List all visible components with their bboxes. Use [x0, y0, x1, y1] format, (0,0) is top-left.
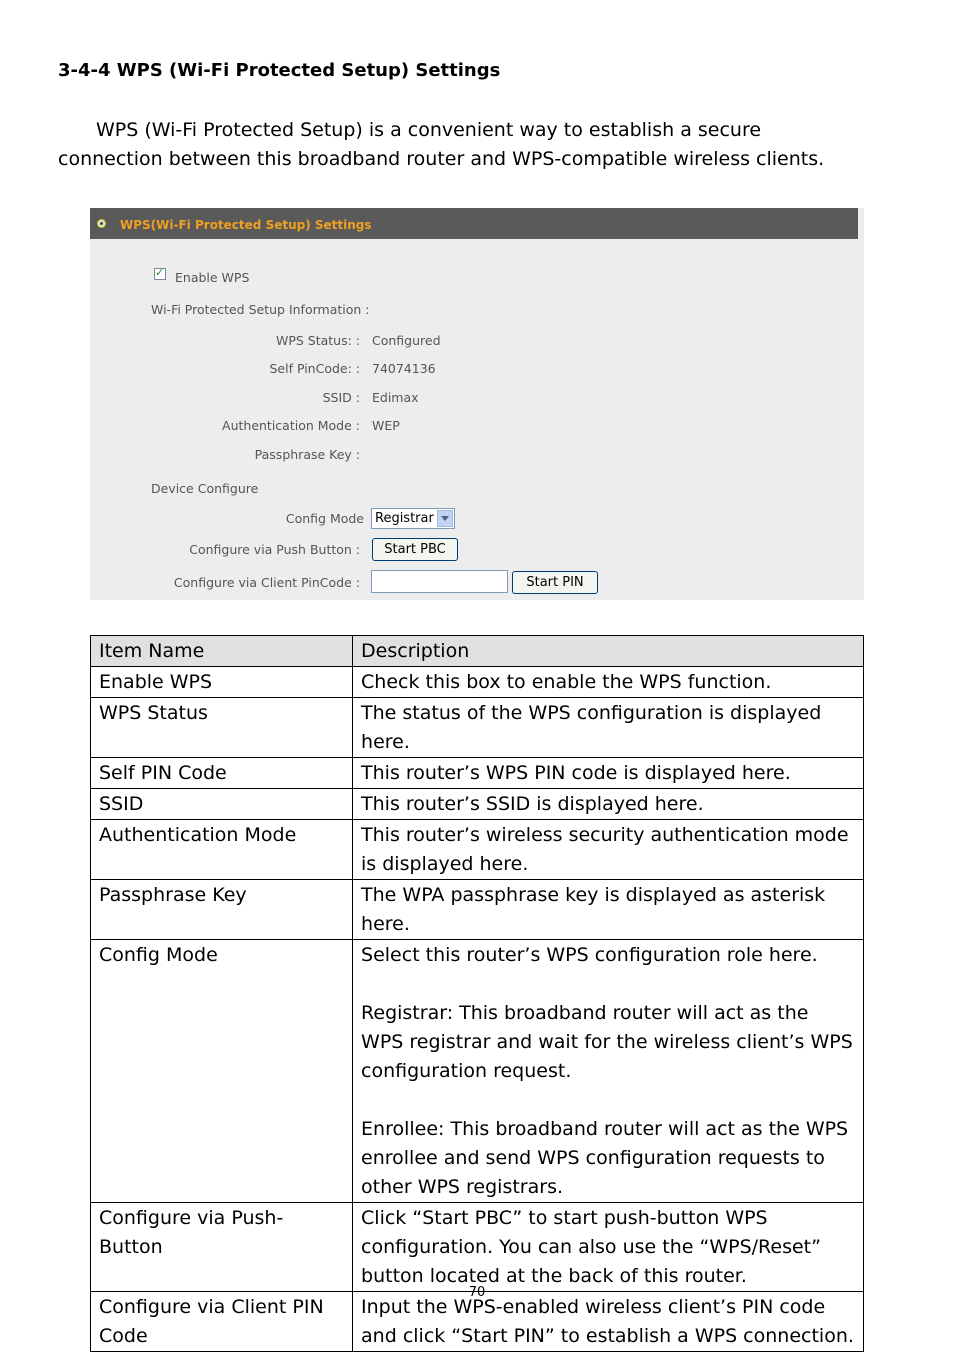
item-description: Check this box to enable the WPS function. — [353, 667, 864, 698]
config-mode-value: Registrar — [375, 511, 434, 526]
item-name: Authentication Mode — [91, 820, 353, 880]
auth-mode-value: WEP — [372, 418, 400, 433]
item-name: Configure via Client PIN Code — [91, 1292, 353, 1352]
item-name: Passphrase Key — [91, 880, 353, 940]
item-description: This router’s WPS PIN code is displayed here. — [353, 758, 864, 789]
self-pincode-value: 74074136 — [372, 361, 436, 376]
config-mode-desc-intro: Select this router’s WPS configuration role here. — [361, 944, 818, 966]
config-mode-select[interactable] — [371, 508, 455, 529]
table-row — [91, 1203, 864, 1292]
config-mode-desc-enrollee: Enrollee: This broadband router will act as the WPS enrollee and send WPS configuration requests to other WPS registrars. — [361, 1118, 849, 1198]
table-row — [91, 667, 864, 698]
item-name: Config Mode — [91, 940, 353, 1203]
item-name: Self PIN Code — [91, 758, 353, 789]
intro-paragraph — [58, 116, 858, 174]
description-table — [90, 635, 864, 1352]
ssid-value: Edimax — [372, 390, 419, 405]
table-row — [91, 1292, 864, 1352]
wps-settings-screenshot — [90, 208, 864, 600]
item-description: This router’s SSID is displayed here. — [353, 789, 864, 820]
client-pincode-label: Configure via Client PinCode : — [173, 575, 360, 590]
push-button-label: Configure via Push Button : — [189, 542, 360, 557]
intro-text: WPS (Wi-Fi Protected Setup) is a convenient way to establish a secure connection between this broadband router and WPS-compatible wireless clients. — [58, 119, 825, 170]
table-row — [91, 820, 864, 880]
item-name: Enable WPS — [91, 667, 353, 698]
table-row — [91, 880, 864, 940]
start-pin-button[interactable]: Start PIN — [512, 571, 598, 594]
ssid-label: SSID : — [322, 390, 360, 405]
config-mode-label: Config Mode — [285, 511, 364, 526]
table-row — [91, 789, 864, 820]
client-pincode-input[interactable] — [371, 570, 508, 593]
device-configure-heading: Device Configure — [151, 481, 259, 496]
enable-wps-label: Enable WPS — [175, 270, 250, 285]
item-description: Click “Start PBC” to start push-button WPS configuration. You can also use the “WPS/Reset” button located at the back of this router. — [353, 1203, 864, 1292]
enable-wps-checkbox[interactable] — [154, 268, 166, 280]
config-mode-desc-registrar: Registrar: This broadband router will act as the WPS registrar and wait for the wireless client’s WPS configuration request. — [361, 1002, 853, 1082]
table-row — [91, 758, 864, 789]
item-name: WPS Status — [91, 698, 353, 758]
header-description: Description — [353, 636, 864, 667]
item-description: The WPA passphrase key is displayed as asterisk here. — [353, 880, 864, 940]
page-number: 70 — [468, 1285, 486, 1300]
header-item-name: Item Name — [91, 636, 353, 667]
panel-header — [90, 208, 858, 239]
table-row — [91, 698, 864, 758]
start-pbc-button[interactable]: Start PBC — [372, 538, 458, 561]
wps-status-value: Configured — [372, 333, 441, 348]
item-name: Configure via Push-Button — [91, 1203, 353, 1292]
passphrase-label: Passphrase Key : — [254, 447, 360, 462]
chevron-down-icon[interactable] — [437, 510, 453, 527]
item-description: The status of the WPS configuration is displayed here. — [353, 698, 864, 758]
auth-mode-label: Authentication Mode : — [222, 418, 360, 433]
self-pincode-label: Self PinCode: : — [269, 361, 360, 376]
table-header-row — [91, 636, 864, 667]
item-description: This router’s wireless security authentication mode is displayed here. — [353, 820, 864, 880]
table-row — [91, 940, 864, 1203]
info-heading: Wi-Fi Protected Setup Information : — [151, 302, 370, 317]
bullet-icon — [97, 219, 106, 228]
wps-status-label: WPS Status: : — [275, 333, 360, 348]
item-description — [353, 940, 864, 1203]
panel-title: WPS(Wi-Fi Protected Setup) Settings — [120, 218, 372, 232]
section-heading: 3-4-4 WPS (Wi-Fi Protected Setup) Settings — [58, 60, 501, 81]
item-description: Input the WPS-enabled wireless client’s PIN code and click “Start PIN” to establish a WPS connection. — [353, 1292, 864, 1352]
item-name: SSID — [91, 789, 353, 820]
